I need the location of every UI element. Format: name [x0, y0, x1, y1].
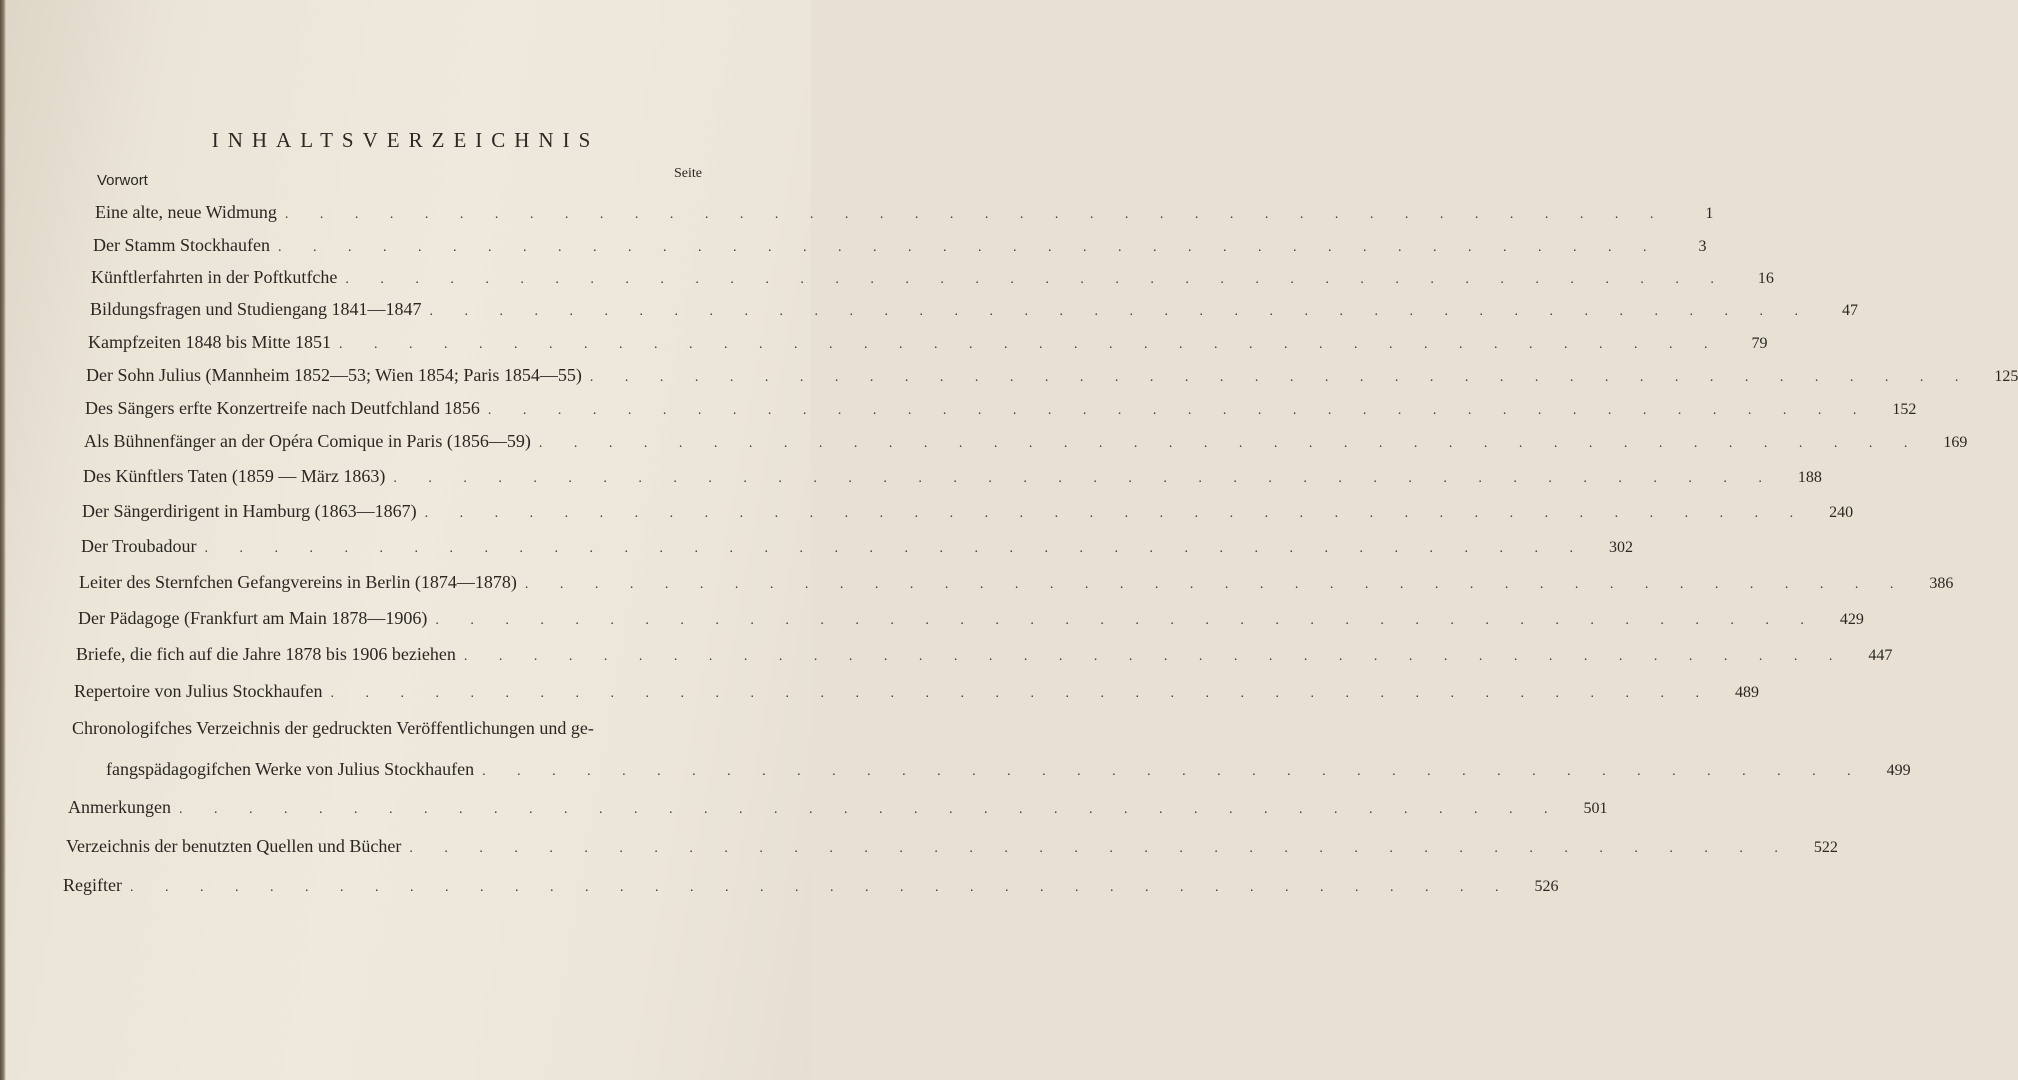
toc-entry-title: Verzeichnis der benutzten Quellen und Bücher: [66, 836, 402, 856]
toc-entry-title: Der Troubadour: [81, 536, 197, 556]
toc-entry-title: Der Stamm Stockhaufen: [93, 235, 270, 255]
toc-entry-title: Des Künftlers Taten (1859 — März 1863): [83, 466, 386, 486]
toc-entry-title: Künftlerfahrten in der Poftkutfche: [91, 267, 338, 287]
dot-leader: . . . . . . . . . . . . . . . . . . . . . . . . . . . . . . . . . . . . . . . .: [284, 207, 1668, 222]
toc-entry: [82, 501, 1854, 531]
toc-entry-vorwort: Vorwort: [97, 172, 148, 189]
dot-leader: . . . . . . . . . . . . . . . . . . . . . . . . . . . . . . . . . . . . . . . .: [482, 764, 1865, 779]
dot-leader: . . . . . . . . . . . . . . . . . . . . . . . . . . . . . . . . . . . . . . . .: [393, 471, 1776, 486]
dot-leader: . . . . . . . . . . . . . . . . . . . . . . . . . . . . . . . . . . . . . . . .: [330, 686, 1713, 701]
toc-entry: [83, 466, 1822, 496]
dot-leader: . . . . . . . . . . . . . . . . . . . . . . . . . . . . . . . . . . . . . . . .: [409, 841, 1792, 856]
toc-entry: [63, 875, 1559, 905]
toc-entry-title: Bildungsfragen und Studiengang 1841—1847: [90, 299, 422, 319]
dot-leader: . . . . . . . . . . . . . . . . . . . . . . . . . . . . . . . . . . . . . . . .: [524, 577, 1908, 592]
toc-entry: [91, 267, 1774, 297]
toc-entry-title: Der Sohn Julius (Mannheim 1852—53; Wien 1854; Paris 1854—55): [86, 365, 582, 385]
toc-entry: [85, 398, 1917, 428]
toc-entry-title: Chronologifches Verzeichnis der gedruckten Veröffentlichungen und ge-: [72, 718, 594, 738]
toc-entry-page-number: 79: [1751, 335, 1768, 352]
toc-entry-title: Der Sängerdirigent in Hamburg (1863—1867): [82, 501, 417, 521]
dot-leader: . . . . . . . . . . . . . . . . . . . . . . . . . . . . . . . . . . . . . . . .: [589, 370, 1973, 385]
page-binding-edge: [0, 0, 6, 1080]
toc-entry: [86, 365, 2018, 395]
dot-leader: . . . . . . . . . . . . . . . . . . . . . . . . . . . . . . . . . . . . . . . .: [204, 541, 1587, 556]
toc-entry: [90, 299, 1858, 329]
toc-entry: [72, 718, 760, 748]
toc-entry-page-number: 447: [1868, 647, 1893, 664]
toc-entry: [93, 235, 1707, 265]
toc-entry: [106, 759, 1911, 789]
dot-leader: . . . . . . . . . . . . . . . . . . . . . . . . . . . . . . . . . . . . . . . .: [487, 403, 1871, 418]
toc-entry-title: Regifter: [63, 875, 122, 895]
toc-entry: [88, 332, 1768, 362]
toc-entry-page-number: 169: [1943, 434, 1968, 451]
toc-entry-page-number: 188: [1797, 469, 1822, 486]
dot-leader: . . . . . . . . . . . . . . . . . . . . . . . . . . . . . . . . . . . . . . . .: [538, 436, 1922, 451]
toc-entry-title: Repertoire von Julius Stockhaufen: [74, 681, 323, 701]
toc-entry-page-number: 302: [1609, 539, 1633, 556]
toc-entry-page-number: 16: [1757, 270, 1774, 287]
toc-entry-page-number: 489: [1734, 684, 1759, 701]
toc-entry-title: Als Bühnenfänger an der Opéra Comique in Paris (1856—59): [84, 431, 531, 451]
toc-entry-page-number: 526: [1534, 878, 1559, 895]
dot-leader: . . . . . . . . . . . . . . . . . . . . . . . . . . . . . . . . . . . . . . . .: [463, 649, 1847, 664]
toc-entry: [84, 431, 1968, 461]
toc-entry: [74, 681, 1759, 711]
toc-entry-page-number: 152: [1892, 401, 1917, 418]
toc-entry: [78, 608, 1864, 638]
page-column-label: Seite: [674, 166, 702, 181]
dot-leader: . . . . . . . . . . . . . . . . . . . . . . . . . . . . . . . . . . . . . . . .: [129, 880, 1513, 895]
toc-entry-page-number: 429: [1839, 611, 1864, 628]
dot-leader: . . . . . . . . . . . . . . . . . . . . . . . . . . . . . . . . . . . . . . . .: [277, 240, 1661, 255]
toc-entry-page-number: 386: [1929, 575, 1954, 592]
dot-leader: . . . . . . . . . . . . . . . . . . . . . . . . . . . . . . . . . . . . . . . .: [429, 304, 1812, 319]
toc-entry-title: Der Pädagoge (Frankfurt am Main 1878—1906): [78, 608, 428, 628]
toc-entry-page-number: 125: [1994, 368, 2018, 385]
toc-entry: [95, 202, 1714, 232]
toc-entry-title: Kampfzeiten 1848 bis Mitte 1851: [88, 332, 331, 352]
toc-entry: [81, 536, 1633, 566]
toc-entry-title: Briefe, die fich auf die Jahre 1878 bis 1906 beziehen: [76, 644, 456, 664]
toc-entry-title: fangspädagogifchen Werke von Julius Stockhaufen: [106, 759, 475, 779]
toc-entry-page-number: 499: [1886, 762, 1911, 779]
dot-leader: . . . . . . . . . . . . . . . . . . . . . . . . . . . . . . . . . . . . . . . .: [338, 337, 1722, 352]
toc-entry: [68, 797, 1608, 827]
toc-entry-page-number: 47: [1841, 302, 1858, 319]
dot-leader: . . . . . . . . . . . . . . . . . . . . . . . . . . . . . . . . . . . . . . . .: [178, 802, 1562, 817]
toc-entry-title: Des Sängers erfte Konzertreife nach Deutfchland 1856: [85, 398, 480, 418]
dot-leader: . . . . . . . . . . . . . . . . . . . . . . . . . . . . . . . . . . . . . . . .: [345, 272, 1728, 287]
toc-entry-title: Leiter des Sternfchen Gefangvereins in Berlin (1874—1878): [79, 572, 517, 592]
toc-entry: [76, 644, 1893, 674]
toc-entry-title: Anmerkungen: [68, 797, 171, 817]
toc-entry-page-number: 1: [1705, 205, 1714, 222]
toc-entry-page-number: 240: [1829, 504, 1854, 521]
toc-entry: [66, 836, 1838, 866]
toc-entry-page-number: 522: [1813, 839, 1838, 856]
toc-entry: [79, 572, 1954, 602]
dot-leader: . . . . . . . . . . . . . . . . . . . . . . . . . . . . . . . . . . . . . . . .: [435, 613, 1818, 628]
toc-entry-page-number: 3: [1698, 238, 1707, 255]
page-title: INHALTSVERZEICHNIS: [211, 128, 600, 152]
toc-entry-title: Eine alte, neue Widmung: [95, 202, 277, 222]
dot-leader: . . . . . . . . . . . . . . . . . . . . . . . . . . . . . . . . . . . . . . . .: [424, 506, 1808, 521]
toc-entry-page-number: 501: [1583, 800, 1608, 817]
